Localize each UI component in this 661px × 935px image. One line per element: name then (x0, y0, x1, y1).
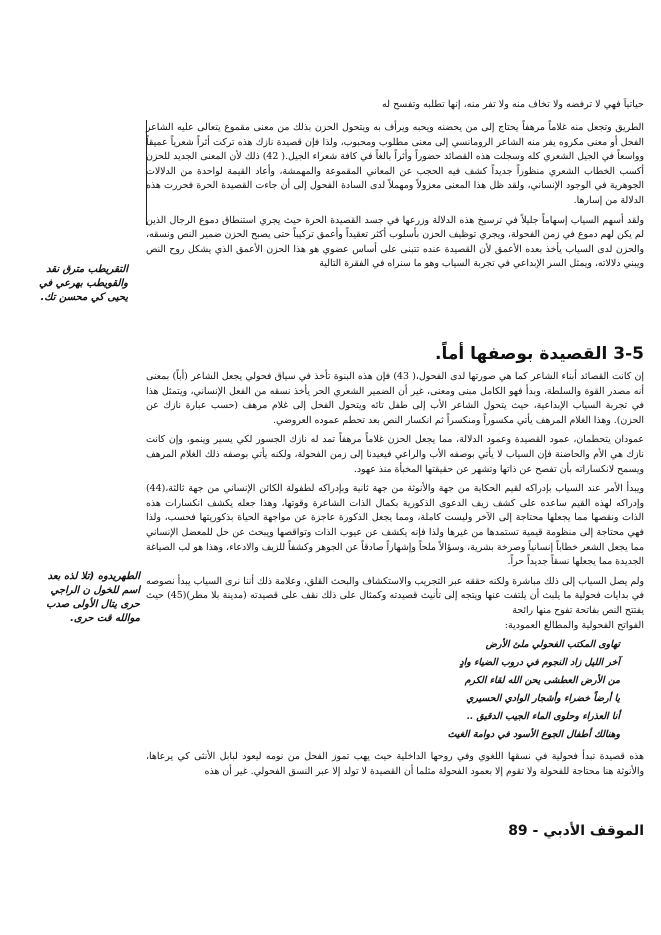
body-middle (146, 370, 644, 624)
handwritten-note: التقريطب مترق نقد والقويطب بهرعي في يحيى كي محسن تك. (39, 264, 128, 303)
body-bottom (146, 750, 644, 784)
paragraph: هذه قصيدة تبدأ فحولية في نسقها اللغوي وفي روحها الداخلية حيث يهب تموز الفحل من نومه ليعود لبابل الأنثى كي يرعاها، والأنوثة هنا محتاجة للفحولة ولا تقوم إلا بعمود الفحولة مثلما أن القصيدة لا تولد إلا عبر النسق الفحولي. غير أن هذه (146, 751, 644, 777)
top-fragment: حياتياً فهي لا ترفضه ولا تخاف منه ولا تفر منه، إنها تطلبه وتفسح له (382, 99, 644, 110)
body-top (146, 121, 644, 277)
paragraph: ويبدأ الأمر عند السياب بإدراكه لقيم الحكاية من جهة والأنوثة من جهة ثانية وبإدراكه لطفولة الكائن الإنساني من جهة ثالثة،(44) وإدراكه لهذه القيم ساعده على كشف زيف الدعوى الذكورية بكمال الذات الشاعرة وقوتها، وهذا جعله يكشف انكسارات هذه الذات ونقصها مما يجعلها محتاجة إلى الآخر وليست كاملة، ومما يجعل الذكورة عاجزة عن مواجهة الحياة بذكوريتها فحسب، ولذا فهي محتاجة إلى منظومة قيمية تستمدها من غيرها ولذا فإنه يكشف عن عيوب الذات وتواقصها ويبحث عن حل للمعضل الإنساني مما يجعل الشعر خطاباً إنسانياً وصرخة بشرية، وسؤالاً ملحاً وإشهاراً صادقاً عن الجوهر وكشفاً للزيف والادعاء، وهذا هو لب الصياغة الجديدة مما يجعلها نسقاً جديداً حراً. (146, 483, 644, 568)
paragraph: الطريق وتجعل منه غلاماً مرهفاً يحتاج إلى من يحضنه ويحبه ويرأف به ويتحول الحزن بذلك من معنى مقموع يتعالى عليه الشاعر الفحل أو معنى مكروه يفر منه الشاعر الرومانسي إلى معنى مطلوب ومحبوب، ولذا فإن قصيدة نازك هذه تركت أثراً شعرياً عميقاً وواسعاً في الجيل الشعري كله وسجلت هذه القصائد حضوراً وأثراً بالغاً في كافة شعراء الجيل.( 42) ذلك لأن المعنى الجديد للحزن أكسب الخطاب الشعري منظوراً جديداً كشف فيه الحجب عن المعاني المقموعة والمهمشة، وأعاد القيمة لواحدة من الدلالات الجوهرية في الوجود الإنساني، ولقد ظل هذا المعنى معزولاً ومهملاً لدى السادة الفحول إلى أن جاءت القصيدة الحرة فحررت هذه الدلالة من إسارها. (146, 122, 644, 206)
subheading: الفواتح الفحولية والمطالع العمودية: (504, 620, 644, 631)
paragraph: ولقد أسهم السياب إسهاماً جليلاً في ترسيخ هذه الدلالة وزرعها في جسد القصيدة الحرة حيث يجري استنطاق دموع الرجال الذين لم يكن لهم دموع في زمن الفحولة، ويجري توظيف الحزن بأسلوب أكثر تعقيداً وأعمق تركيباً حتى يصبح الحزن ضمير النص ونسقه، والحزن لدى السياب يأخذ بعده الأعمق لأن القصيدة عنده تتبنى على أساس عضوي هو هذا الحزن الأعمق الذي يشكل روح النص ويبني دلالاته، ويمثل السر الإبداعي في تجربة السياب وهو ما سنراه في الفقرة التالية (146, 214, 644, 270)
poem-block (200, 636, 620, 744)
poem-line: وهنالك أطفال الجوع الأسود في دوامة الغيث (447, 729, 620, 740)
page-footer: الموقف الأدبي - 89 (508, 823, 644, 839)
poem-line: أنا العذراء وحلوى الماء الجيب الدقيق .. (466, 711, 620, 722)
poem-line: تهاوى المكتب الفحولي ملئ الأرض (485, 639, 620, 650)
poem-line: من الأرض العطشى يحن الله لقاء الكرم (464, 675, 620, 686)
poem-line: يا أرضاً خضراء وأشجار الوادي الحسيري (466, 693, 620, 704)
handwritten-note: الطهريدوه (تلا لذه بعد اسم للخول ن الراجي حرى يتال الأولى صدب موالله قت حرى. (46, 571, 140, 624)
section-heading: 3-5 القصيدة بوصفها أماً. (435, 344, 644, 364)
poem-line: آخر الليل زاد النجوم في دروب الضياء وادٍ (459, 657, 620, 668)
paragraph: ولم يصل السياب إلى ذلك مباشرة ولكنه حققه عبر التجريب والاستكشاف والبحث القلق، وعلامة ذلك أننا نرى السياب يبدأ نصوصه في بدايات فحولية ما يلبث أن يلتفت عنها ويتجه إلى تأنيث قصيدته وكمثال على ذلك نقف على قصيدته (مدينة بلا مطر)(45) حيث يفتتح النص بفاتحة تفوح منها رائحة (146, 575, 644, 616)
paragraph: إن كانت القصائد أبناء الشاعر كما هي صورتها لدى الفحول،( 43) فإن هذه البنوة تأخذ في سياق فحولي يجعل الشاعر (أباً) بمعنى أنه مصدر القوة والسلطة، وبدأ فهو الكامل مبنى ومعنى، غير أن الضمير الشعري الحر يأخذ نسقه من الفعل الإنساني، ويتمثل هذا في تجربة السياب الإبداعية، حيث يتحول الشاعر الأب إلى طفل تائه ويتحول الفحل إلى غلام مرهف (حسب عبارة نازك عن الحزن). وهذا الغلام المرهف يأتي مكسوراً ومنكسراً ثم انكسار النص بعد تحطم عموده العروضي. (146, 371, 644, 426)
paragraph: عمودان يتحطمان، عمود القصيدة وعمود الدلالة، مما يجعل الحزن غلاماً مرهفاً تمد له نازك الجسور لكي يسير وينمو، وإن كانت نازك هي الأم والحاضنة فإن السياب لا يأتي بوصفه الأب والراعي فيعيدنا إلى زمن الفحولة، ولكنه يأتي بوصفه ذلك الغلام المرهف ويسمح لانكساراته بأن تفصح عن ذاتها وتشهر عن حقيقتها المخبأة منذ عهود. (146, 434, 644, 475)
